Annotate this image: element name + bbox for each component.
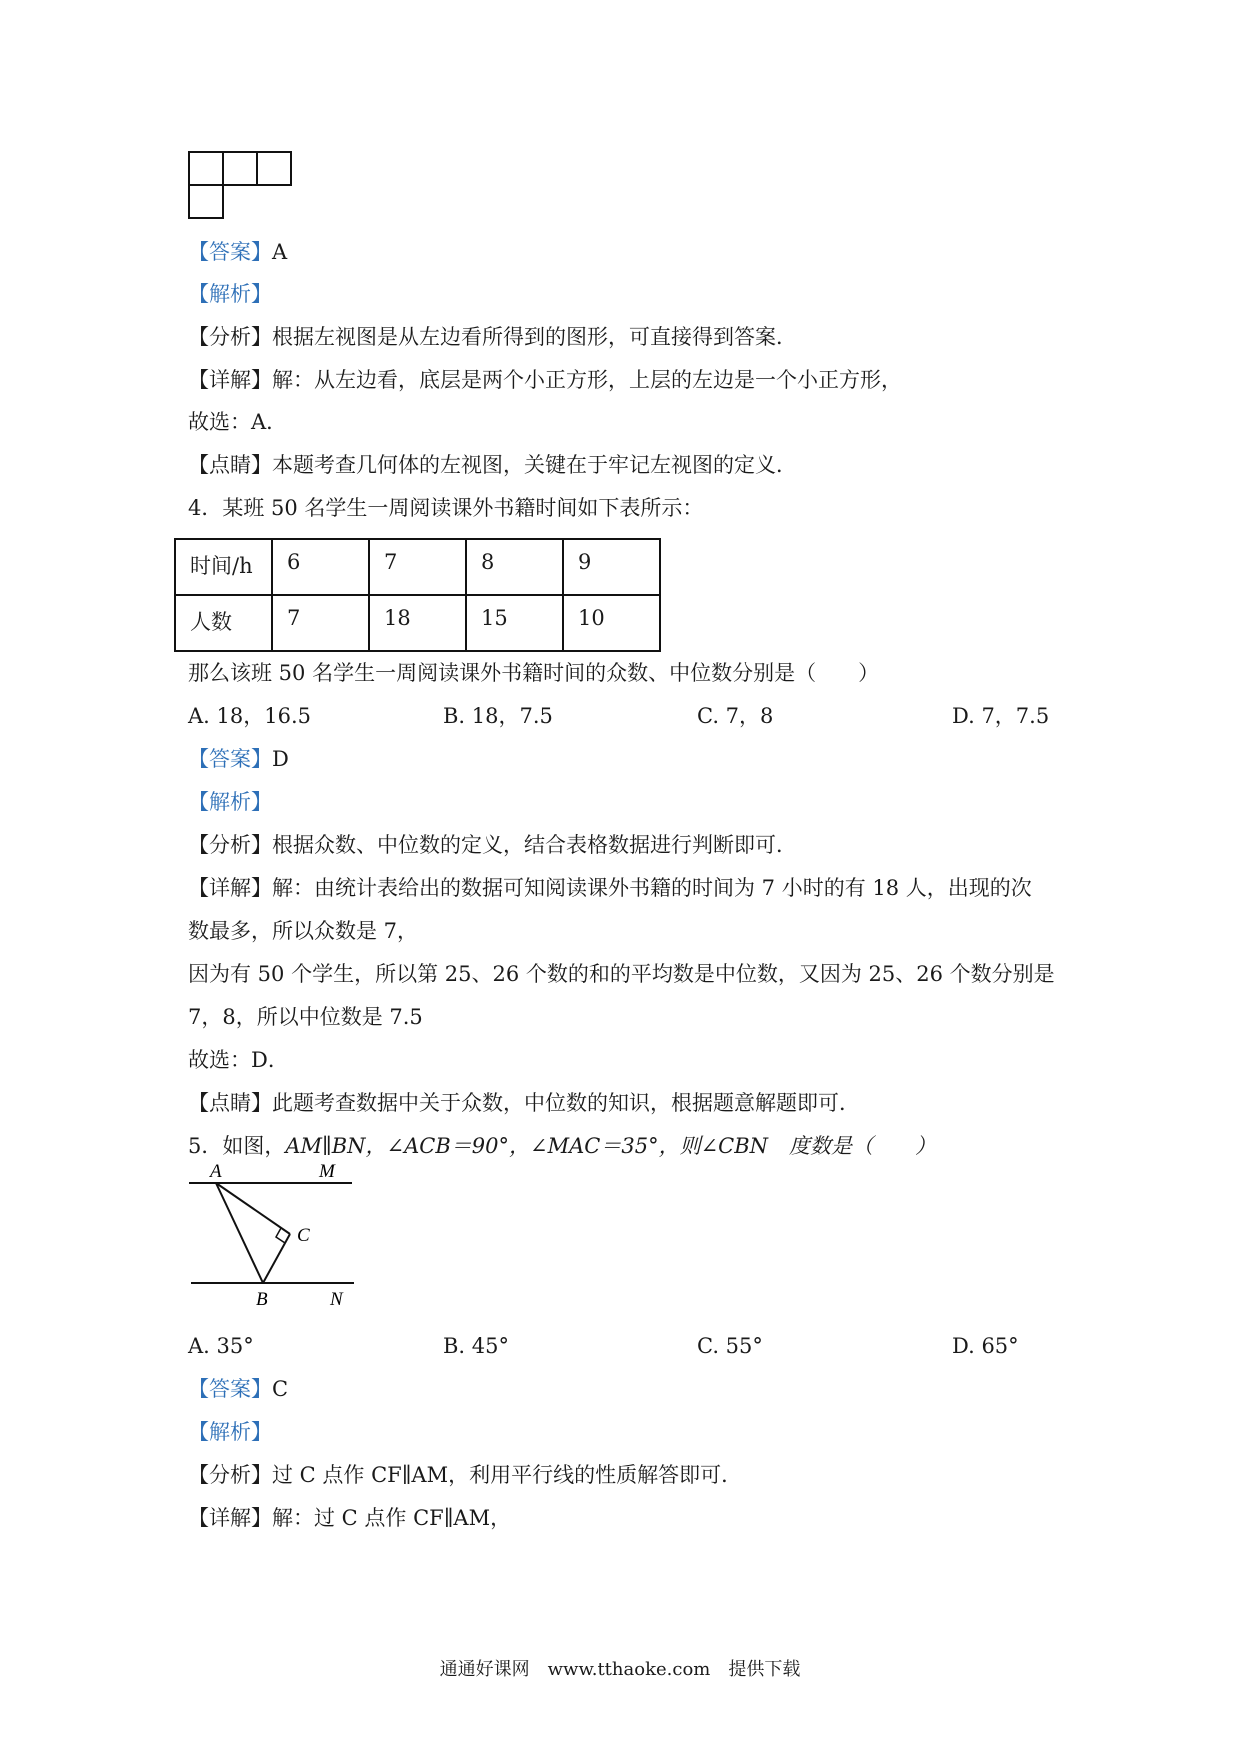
table-cell: 15 — [466, 595, 563, 651]
question-4-prompt: 那么该班 50 名学生一周阅读课外书籍时间的众数、中位数分别是（ ） — [188, 661, 880, 685]
table-cell: 6 — [272, 539, 369, 595]
answer-line — [188, 745, 289, 773]
table-row — [175, 539, 660, 595]
xiangjie-text: 解：从左边看，底层是两个小正方形，上层的左边是一个小正方形， — [272, 368, 902, 392]
option-d: D. 65° — [952, 1334, 1019, 1358]
option-d: D. 7，7.5 — [952, 704, 1050, 728]
dianjing-line — [188, 451, 797, 479]
xiangjie-text: 解：过 C 点作 CF∥AM， — [272, 1506, 512, 1530]
xiangjie-line — [188, 874, 1032, 902]
table-cell: 时间/h — [175, 539, 272, 595]
fenxi-line — [188, 1461, 742, 1489]
guxuan-line: 故选：A． — [188, 410, 288, 434]
table-cell: 7 — [272, 595, 369, 651]
fenxi-tag: 【分析】 — [188, 325, 272, 349]
fenxi-line — [188, 831, 797, 859]
label-m: M — [319, 1161, 335, 1182]
option-c: C. 7，8 — [697, 704, 774, 728]
page-footer: 通通好课网 www.tthaoke.com 提供下载 — [439, 1659, 801, 1680]
table-row — [175, 595, 660, 651]
xiangjie-line — [188, 366, 902, 394]
dianjing-tag: 【点睛】 — [188, 453, 272, 477]
segment-bc — [263, 1234, 290, 1283]
analysis-tag: 【解析】 — [188, 790, 272, 814]
question-5-math: AM∥BN，∠ACB＝90°，∠MAC＝35°，则∠CBN 度数是（ ） — [285, 1134, 937, 1158]
dianjing-line — [188, 1089, 860, 1117]
option-b: B. 18，7.5 — [443, 704, 553, 728]
label-c: C — [297, 1225, 310, 1246]
xiangjie-text: 解：由统计表给出的数据可知阅读课外书籍的时间为 7 小时的有 18 人，出现的次 — [272, 876, 1032, 900]
table-cell: 人数 — [175, 595, 272, 651]
table-cell: 10 — [563, 595, 660, 651]
parallel-lines-figure — [186, 1160, 366, 1310]
label-n: N — [330, 1289, 343, 1310]
xiangjie-continued: 数最多，所以众数是 7， — [188, 919, 419, 943]
answer-value: D — [272, 747, 289, 771]
option-a: A. 18，16.5 — [188, 704, 311, 728]
fenxi-line — [188, 323, 797, 351]
guxuan-line: 故选：D． — [188, 1048, 289, 1072]
answer-tag: 【答案】 — [188, 240, 272, 264]
xiangjie-tag: 【详解】 — [188, 368, 272, 392]
answer-line — [188, 1375, 288, 1403]
dianjing-text: 此题考查数据中关于众数，中位数的知识，根据题意解题即可． — [272, 1091, 860, 1115]
left-view-square — [256, 151, 292, 186]
dianjing-tag: 【点睛】 — [188, 1091, 272, 1115]
fenxi-tag: 【分析】 — [188, 1463, 272, 1487]
xiangjie-line — [188, 1504, 511, 1532]
analysis-tag: 【解析】 — [188, 1420, 272, 1444]
analysis-tag: 【解析】 — [188, 282, 272, 306]
question-5-stem — [188, 1132, 936, 1160]
option-a: A. 35° — [188, 1334, 254, 1358]
option-b: B. 45° — [443, 1334, 510, 1358]
option-c: C. 55° — [697, 1334, 763, 1358]
reading-time-table — [174, 538, 661, 652]
fenxi-text: 过 C 点作 CF∥AM，利用平行线的性质解答即可． — [272, 1463, 743, 1487]
label-b: B — [256, 1289, 268, 1310]
xiangjie-tag: 【详解】 — [188, 1506, 272, 1530]
fenxi-text: 根据众数、中位数的定义，结合表格数据进行判断即可． — [272, 833, 797, 857]
dianjing-text: 本题考查几何体的左视图，关键在于牢记左视图的定义． — [272, 453, 797, 477]
answer-value: C — [272, 1377, 289, 1401]
left-view-square — [188, 184, 224, 219]
table-cell: 7 — [369, 539, 466, 595]
xiangjie-continued: 7，8，所以中位数是 7.5 — [188, 1005, 423, 1029]
left-view-square — [222, 151, 258, 186]
fenxi-text: 根据左视图是从左边看所得到的图形，可直接得到答案． — [272, 325, 797, 349]
xiangjie-continued: 因为有 50 个学生，所以第 25、26 个数的和的平均数是中位数，又因为 25、26 个数分别是 — [188, 962, 1055, 986]
question-5-prefix: 5．如图， — [188, 1134, 286, 1158]
answer-tag: 【答案】 — [188, 747, 272, 771]
fenxi-tag: 【分析】 — [188, 833, 272, 857]
answer-line — [188, 238, 287, 266]
label-a: A — [210, 1161, 222, 1182]
table-cell: 18 — [369, 595, 466, 651]
left-view-square — [188, 151, 224, 186]
question-4-stem: 4．某班 50 名学生一周阅读课外书籍时间如下表所示： — [188, 496, 704, 520]
table-cell: 9 — [563, 539, 660, 595]
table-cell: 8 — [466, 539, 563, 595]
answer-value: A — [272, 240, 288, 264]
answer-tag: 【答案】 — [188, 1377, 272, 1401]
xiangjie-tag: 【详解】 — [188, 876, 272, 900]
